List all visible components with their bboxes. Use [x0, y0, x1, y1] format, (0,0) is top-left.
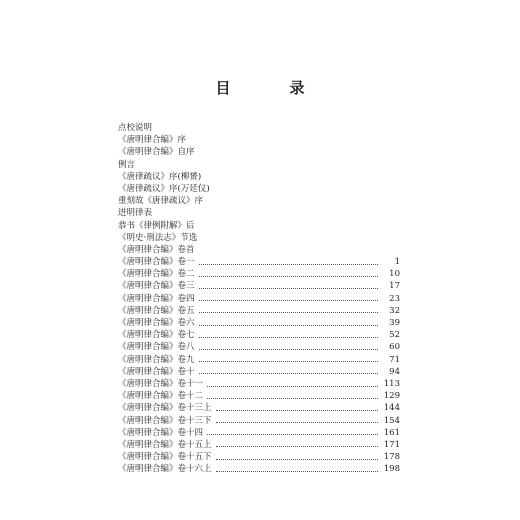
toc-entry-label: 《唐明律合编》卷四	[118, 293, 195, 304]
toc-page-number: 10	[389, 269, 400, 280]
dot-leader	[207, 386, 378, 387]
toc-item-label: 例言	[118, 159, 136, 170]
toc-item[interactable]	[118, 134, 400, 146]
toc-entry[interactable]	[118, 305, 400, 317]
toc-item-label: 点校说明	[118, 123, 153, 133]
toc-page-number: 39	[389, 318, 400, 328]
toc-entry[interactable]	[118, 463, 400, 475]
toc-page-number: 113	[383, 378, 400, 389]
toc-page-number: 161	[383, 427, 400, 438]
toc-item[interactable]	[118, 146, 400, 158]
toc-page-number: 71	[389, 354, 400, 365]
toc-entry-label: 《唐明律合编》卷八	[118, 342, 195, 353]
toc-entry-label: 《唐明律合编》卷十三下	[118, 415, 212, 426]
toc-entry-label: 《唐明律合编》卷十五上	[118, 439, 212, 450]
toc-entry[interactable]	[118, 390, 400, 402]
dot-leader	[199, 264, 378, 265]
toc-entry[interactable]	[118, 268, 400, 280]
toc-item[interactable]	[118, 159, 400, 171]
dot-leader	[207, 398, 378, 399]
toc-entry-label: 《唐明律合编》卷二	[118, 269, 195, 280]
toc-item[interactable]	[118, 183, 400, 195]
toc-page-number: 198	[383, 464, 400, 475]
toc-item[interactable]	[118, 195, 400, 207]
dot-leader	[199, 373, 378, 374]
toc-entry[interactable]	[118, 427, 400, 439]
dot-leader	[216, 422, 378, 423]
toc-entry[interactable]	[118, 402, 400, 414]
toc-item[interactable]	[118, 171, 400, 183]
toc-entry-label: 《唐明律合编》卷三	[118, 281, 195, 292]
dot-leader	[199, 337, 378, 338]
toc-entry-label: 《唐明律合编》卷十	[118, 366, 195, 377]
toc-page-number: 32	[389, 305, 400, 316]
toc-entry-label: 《唐明律合编》卷九	[118, 354, 195, 365]
toc-item-label: 《唐律疏议》序(万廷仪)	[118, 183, 210, 194]
toc-page-number: 23	[389, 293, 400, 304]
toc-entry[interactable]	[118, 378, 400, 390]
toc-item-label: 进明律表	[118, 208, 153, 219]
dot-leader	[199, 276, 378, 277]
toc-item-label: 恭书《律例附解》后	[118, 220, 195, 231]
toc-entry-label: 《唐明律合编》卷十三上	[118, 403, 212, 414]
toc-item[interactable]	[118, 244, 400, 256]
toc-item-label: 重刻故《唐律疏议》序	[118, 196, 204, 207]
toc-item-label: 《唐律疏议》序(柳赟)	[118, 171, 202, 182]
toc-entry[interactable]	[118, 280, 400, 292]
toc-entry-label: 《唐明律合编》卷十二	[118, 391, 204, 402]
toc-page-number: 1	[394, 257, 400, 268]
dot-leader	[199, 288, 378, 289]
dot-leader	[199, 325, 378, 326]
dot-leader	[216, 459, 378, 460]
toc-page-number: 52	[389, 330, 400, 341]
toc-entry-label: 《唐明律合编》卷六	[118, 318, 195, 328]
toc-page-number: 60	[389, 342, 400, 353]
toc-entry[interactable]	[118, 354, 400, 366]
toc-item-label: 《唐明律合编》序	[118, 135, 187, 146]
toc-entry[interactable]	[118, 317, 400, 329]
toc-entry[interactable]	[118, 293, 400, 305]
toc-entry[interactable]	[118, 366, 400, 378]
table-of-contents	[118, 122, 400, 475]
toc-item-label: 《唐明律合编》卷首	[118, 244, 195, 255]
dot-leader	[199, 349, 378, 350]
toc-entry-label: 《唐明律合编》卷十四	[118, 427, 204, 438]
toc-entry[interactable]	[118, 341, 400, 353]
toc-entry-label: 《唐明律合编》卷一	[118, 257, 195, 268]
toc-item[interactable]	[118, 220, 400, 232]
toc-item[interactable]	[118, 232, 400, 244]
toc-page-number: 129	[383, 391, 400, 402]
dot-leader	[216, 471, 378, 472]
dot-leader	[199, 312, 378, 313]
toc-entry[interactable]	[118, 329, 400, 341]
dot-leader	[199, 300, 378, 301]
toc-entry-label: 《唐明律合编》卷十五下	[118, 452, 212, 463]
toc-item[interactable]	[118, 122, 400, 134]
dot-leader	[199, 361, 378, 362]
toc-page-number: 178	[383, 452, 400, 463]
toc-item-label: 《唐明律合编》自序	[118, 147, 195, 158]
toc-page-number: 154	[383, 415, 400, 426]
toc-page-number: 144	[383, 403, 400, 414]
toc-item[interactable]	[118, 207, 400, 219]
toc-entry[interactable]	[118, 256, 400, 268]
toc-page-number: 94	[389, 366, 400, 377]
toc-entry[interactable]	[118, 415, 400, 427]
toc-entry-label: 《唐明律合编》卷五	[118, 305, 195, 316]
toc-item-label: 《明史·刑法志》节选	[118, 232, 198, 243]
toc-entry-label: 《唐明律合编》卷七	[118, 330, 195, 341]
dot-leader	[216, 446, 378, 447]
toc-page-number: 17	[389, 281, 400, 292]
dot-leader	[216, 410, 378, 411]
toc-entry[interactable]	[118, 439, 400, 451]
toc-entry-label: 《唐明律合编》卷十一	[118, 378, 204, 389]
page-title: 目 录	[215, 79, 327, 97]
toc-entry[interactable]	[118, 451, 400, 463]
toc-page-number: 171	[383, 439, 400, 450]
dot-leader	[207, 434, 378, 435]
toc-entry-label: 《唐明律合编》卷十六上	[118, 464, 212, 475]
